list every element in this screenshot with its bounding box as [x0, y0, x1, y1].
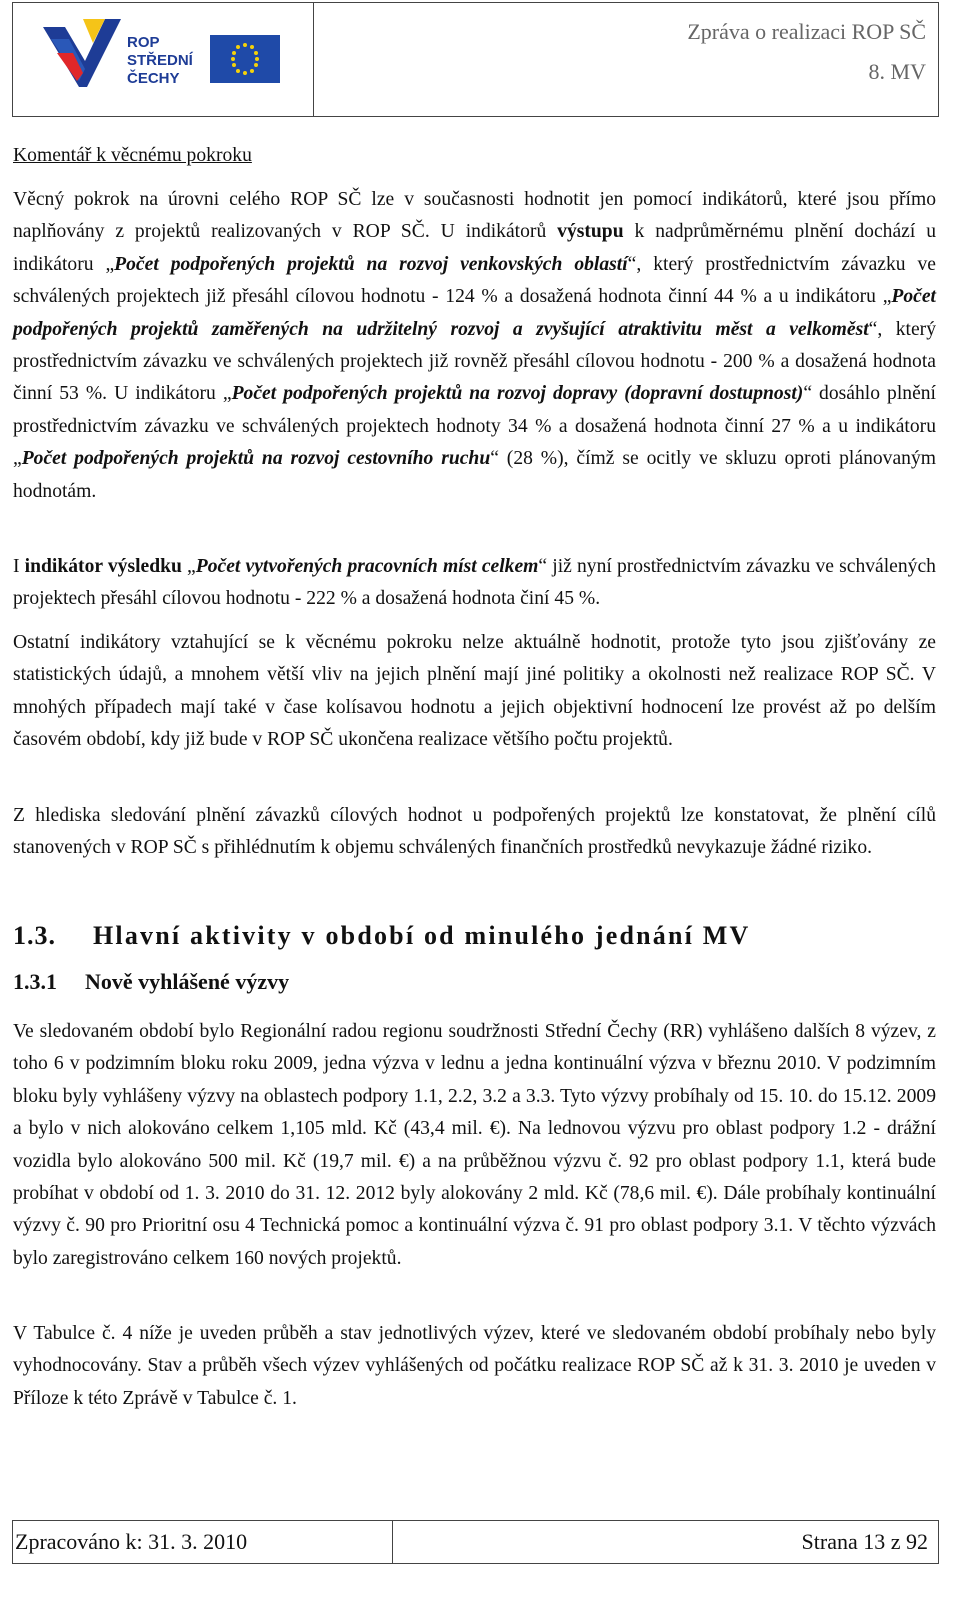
bold-run: výstupu: [557, 221, 624, 243]
report-title: Zpráva o realizaci ROP SČ: [687, 19, 926, 44]
rop-logo: [13, 3, 314, 116]
logo-line-2: STŘEDNÍ: [127, 52, 193, 69]
processed-date: Zpracováno k: 31. 3. 2010: [13, 1521, 393, 1563]
calls-paragraph-1: Ve sledovaném období bylo Regionální radou regionu soudržnosti Střední Čechy (RR) vyhlášeno dalších 8 výzev, z toho 6 v podzimním bloku roku 2009, jedna výzva v lednu a jedna kontinuální výzva v březnu 2010. V podzimním bloku byly vyhlášeny výzvy na oblastech podpory 1.1, 2.2, 3.2 a 3.3. Tyto výzvy probíhaly od 15. 10. do 15.12. 2009 a bylo v nich alokováno celkem 1,105 mld. Kč (43,4 mil. €). Na lednovou výzvu pro oblast podpory 1.2 - drážní vozidla bylo alokováno 500 mil. Kč (19,7 mil. €) a na průběžnou výzvu č. 92 pro oblast podpory 1.1, která bude probíhat v období od 1. 3. 2010 do 31. 12. 2012 byly alokovány 2 mld. Kč (78,6 mil. €). Dále probíhaly kontinuální výzvy č. 90 pro Prioritní osu 4 Technická pomoc a kontinuální výzva č. 91 pro oblast podpory 3.1. V těchto výzvách bylo zaregistrováno celkem 160 nových projektů.: [13, 1021, 936, 1269]
section-heading: [13, 921, 750, 951]
logo-line-1: ROP: [127, 34, 160, 51]
section-title: Hlavní aktivity v období od minulého jednání MV: [93, 921, 751, 950]
page-header: [12, 2, 939, 117]
text-run: “ již nyní prostřednictvím závazku ve schválených projektech přesáhl cílovou hodnotu - 222 % a dosažená hodnota činí 45 %.: [13, 556, 936, 610]
indicator-name: Počet vytvořených pracovních míst celkem: [195, 556, 539, 577]
text-run: „: [181, 556, 196, 577]
comment-paragraph-1: [13, 184, 936, 508]
comment-paragraph-3: Ostatní indikátory vztahující se k věcnému pokroku nelze aktuálně hodnotit, protože tyto jsou zjišťovány ze statistických údajů, a mnohem větší vliv na jejich plnění mají jiné politiky a okolnosti než realizace ROP SČ. V mnohých případech mají také v čase kolísavou hodnotu a jejich objektivní hodnocení lze provést až po delším časovém období, kdy již bude v ROP SČ ukončena realizace většího počtu projektů.: [13, 632, 936, 751]
page-number: Strana 13 z 92: [801, 1529, 928, 1554]
text-run: k nadprůměrnému plnění dochází u indikátoru „: [13, 221, 936, 275]
indicator-name: Počet podpořených projektů zaměřených na udržitelný rozvoj a zvyšující atraktivitu měst a velkoměst: [13, 286, 936, 340]
subsection-number: 1.3.1: [13, 969, 57, 994]
text-run: “, který prostřednictvím závazku ve schválených projektech již přesáhl cílovou hodnotu - 124 % a dosažená hodnota činní 44 % a u indikátoru „: [13, 253, 936, 308]
subsection-title: Nově vyhlášené výzvy: [85, 969, 290, 994]
comment-paragraph-2: [13, 551, 936, 616]
subsection-heading: [13, 969, 289, 995]
page-footer: [12, 1520, 939, 1564]
header-info: [314, 3, 938, 116]
text-run: “ (28 %), čímž se ocitly ve skluzu oproti plánovaným hodnotám.: [13, 448, 936, 502]
indicator-name: Počet podpořených projektů na rozvoj dopravy (dopravní dostupnost): [231, 383, 804, 405]
logo-line-3: ČECHY: [127, 70, 180, 87]
text-run: “, který prostřednictvím závazku ve schválených projektech již rovněž přesáhl cílovou hodnotu - 200 % a dosažená hodnota činní 53 %. U indikátoru „: [13, 318, 936, 405]
text-run: I: [13, 556, 25, 577]
meeting-label: 8. MV: [868, 59, 926, 84]
bold-run: indikátor výsledku: [24, 556, 182, 577]
comment-heading: Komentář k věcnému pokroku: [13, 145, 252, 166]
section-number: 1.3.: [13, 921, 56, 950]
rop-eu-logo-icon: [43, 17, 293, 97]
text-run: Věcný pokrok na úrovni celého ROP SČ lze v současnosti hodnotit jen pomocí indikátorů, které jsou přímo naplňovány z projektů realizovaných v ROP SČ. U indikátorů: [13, 189, 936, 243]
text-run: “ dosáhlo plnění prostřednictvím závazku ve schválených projektech hodnoty 34 % a dosažená hodnota činní 27 % a u indikátoru „: [13, 383, 937, 470]
indicator-name: Počet podpořených projektů na rozvoj cestovního ruchu: [21, 448, 491, 470]
comment-paragraph-4: Z hlediska sledování plnění závazků cílových hodnot u podpořených projektů lze konstatovat, že plnění cílů stanovených v ROP SČ s přihlédnutím k objemu schválených finančních prostředků nevykazuje žádné riziko.: [13, 805, 936, 859]
indicator-name: Počet podpořených projektů na rozvoj venkovských oblastí: [114, 253, 628, 275]
calls-paragraph-2: V Tabulce č. 4 níže je uveden průběh a stav jednotlivých výzev, které ve sledovaném období probíhaly nebo byly vyhodnocovány. Stav a průběh všech výzev vyhlášených od počátku realizace ROP SČ až k 31. 3. 2010 je uveden v Příloze k této Zprávě v Tabulce č. 1.: [13, 1323, 936, 1409]
